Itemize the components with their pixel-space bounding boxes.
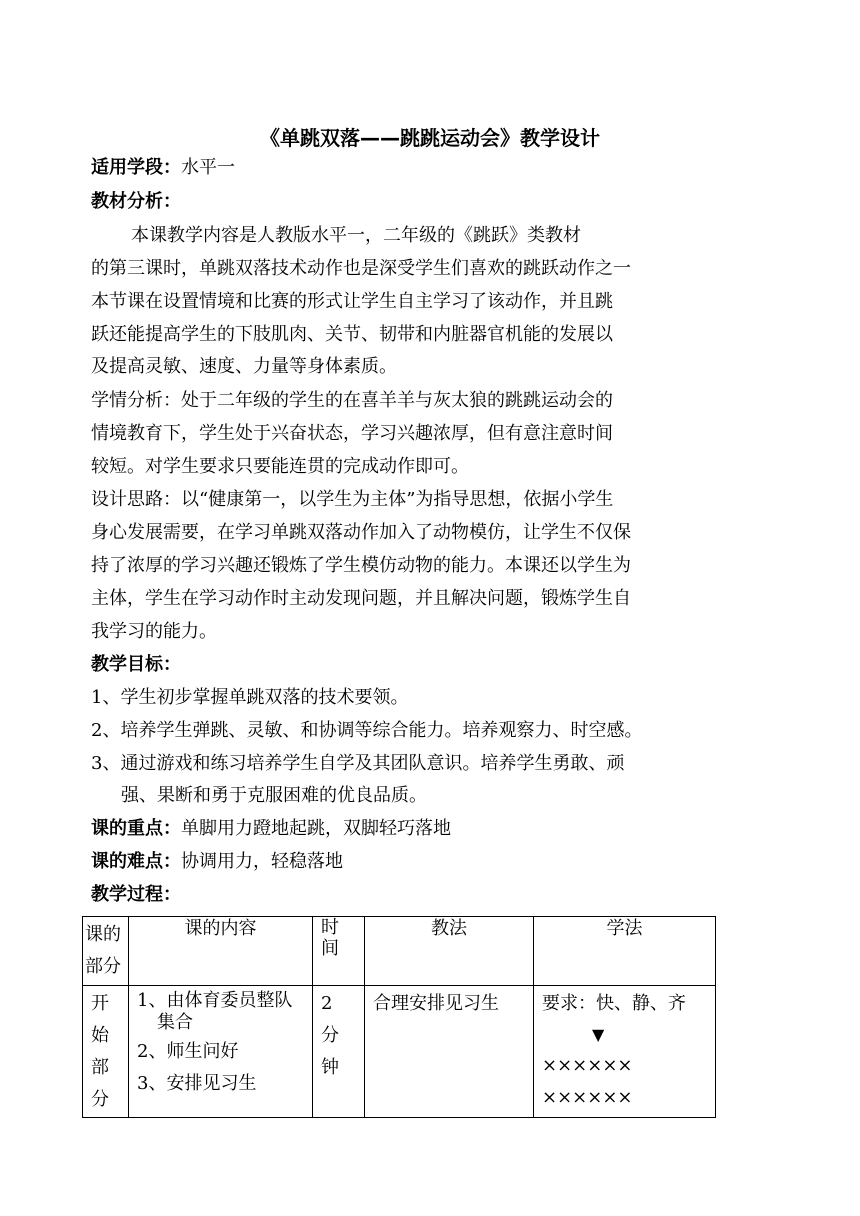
header-part-line-1: 课的: [85, 924, 121, 945]
stage-value: 水平一: [181, 157, 235, 178]
material-line-3: 本节课在设置情境和比赛的形式让学生自主学习了该动作，并且跳: [91, 291, 613, 312]
learn-requirement: 要求：快、静、齐: [542, 993, 686, 1014]
design-line-2: 身心发展需要，在学习单跳双落动作加入了动物模仿，让学生不仅保: [91, 522, 631, 543]
row-time: [313, 986, 365, 1118]
content-item-1: 1、由体育委员整队: [137, 990, 293, 1011]
content-item-3: 3、安排见习生: [137, 1073, 257, 1094]
row-teach-text: 合理安排见习生: [373, 993, 499, 1014]
row-time-line-2: 分: [321, 1025, 339, 1046]
design-line-5: 我学习的能力。: [91, 621, 217, 642]
header-time-line-2: 间: [321, 938, 339, 959]
student-line-3: 较短。对学生要求只要能连贯的完成动作即可。: [91, 456, 469, 477]
material-line-1: 本课教学内容是人教版水平一，二年级的《跳跃》类教材: [131, 225, 581, 246]
goal-item-2: 2、培养学生弹跳、灵敏、和协调等综合能力。培养观察力、时空感。: [91, 720, 643, 741]
header-content: [129, 917, 313, 986]
design-line-3: 持了浓厚的学习兴趣还锻炼了学生模仿动物的能力。本课还以学生为: [91, 555, 631, 576]
row-part-char-3: 部: [91, 1057, 109, 1078]
stage-line: [91, 157, 235, 179]
key-line: [91, 818, 451, 840]
header-teach: [365, 917, 534, 986]
design-line-1: 设计思路：以“健康第一，以学生为主体”为指导思想，依据小学生: [91, 489, 614, 510]
student-line-1: 学情分析：处于二年级的学生的在喜羊羊与灰太狼的跳跳运动会的: [91, 390, 613, 411]
difficulty-line: [91, 851, 343, 873]
row-part: [83, 986, 129, 1118]
row-part-char-2: 始: [91, 1025, 109, 1046]
process-label: 教学过程：: [91, 884, 181, 905]
row-content: [129, 986, 313, 1118]
header-time: [313, 917, 365, 986]
content-item-2: 2、师生问好: [137, 1041, 239, 1062]
teacher-marker-icon: ▼: [592, 1025, 605, 1044]
material-line-4: 跃还能提高学生的下肢肌肉、关节、韧带和内脏器官机能的发展以: [91, 324, 613, 345]
goal-item-3: 3、通过游戏和练习培养学生自学及其团队意识。培养学生勇敢、顽: [91, 753, 625, 774]
goal-item-3-cont: 强、果断和勇于克服困难的优良品质。: [121, 785, 427, 806]
row-time-line-3: 钟: [321, 1057, 339, 1078]
document-title: 《单跳双落——跳跳运动会》教学设计: [260, 126, 600, 150]
header-learn-text: 学法: [606, 918, 643, 939]
header-content-text: 课的内容: [184, 918, 257, 939]
row-learn: [534, 986, 716, 1118]
difficulty-value: 协调用力，轻稳落地: [181, 851, 343, 872]
row-part-char-1: 开: [91, 993, 109, 1014]
header-part-line-2: 部分: [85, 956, 121, 977]
student-line-2: 情境教育下，学生处于兴奋状态，学习兴趣浓厚，但有意注意时间: [91, 423, 613, 444]
formation-row-1: ××××××: [542, 1055, 633, 1076]
header-part: [83, 917, 129, 986]
stage-label: 适用学段：: [91, 157, 181, 178]
goal-item-1: 1、学生初步掌握单跳双落的技术要领。: [91, 687, 409, 708]
header-learn: [534, 917, 716, 986]
material-label: 教材分析：: [91, 191, 181, 212]
design-line-4: 主体，学生在学习动作时主动发现问题，并且解决问题，锻炼学生自: [91, 588, 631, 609]
header-time-line-1: 时: [321, 917, 339, 938]
row-part-char-4: 分: [91, 1089, 109, 1110]
material-line-2: 的第三课时，单跳双落技术动作也是深受学生们喜欢的跳跃动作之一: [91, 258, 631, 279]
formation-row-2: ××××××: [542, 1087, 633, 1108]
key-value: 单脚用力蹬地起跳，双脚轻巧落地: [181, 818, 451, 839]
material-line-5: 及提高灵敏、速度、力量等身体素质。: [91, 356, 397, 377]
key-label: 课的重点：: [91, 818, 181, 839]
row-teach: [365, 986, 534, 1118]
row-time-line-1: 2: [321, 993, 333, 1014]
content-item-1-cont: 集合: [157, 1012, 193, 1033]
table-header-row: [83, 917, 716, 986]
header-teach-text: 教法: [431, 918, 467, 939]
table-row: [83, 986, 716, 1118]
lesson-table: [82, 916, 716, 1118]
difficulty-label: 课的难点：: [91, 851, 181, 872]
goals-label: 教学目标：: [91, 654, 181, 675]
